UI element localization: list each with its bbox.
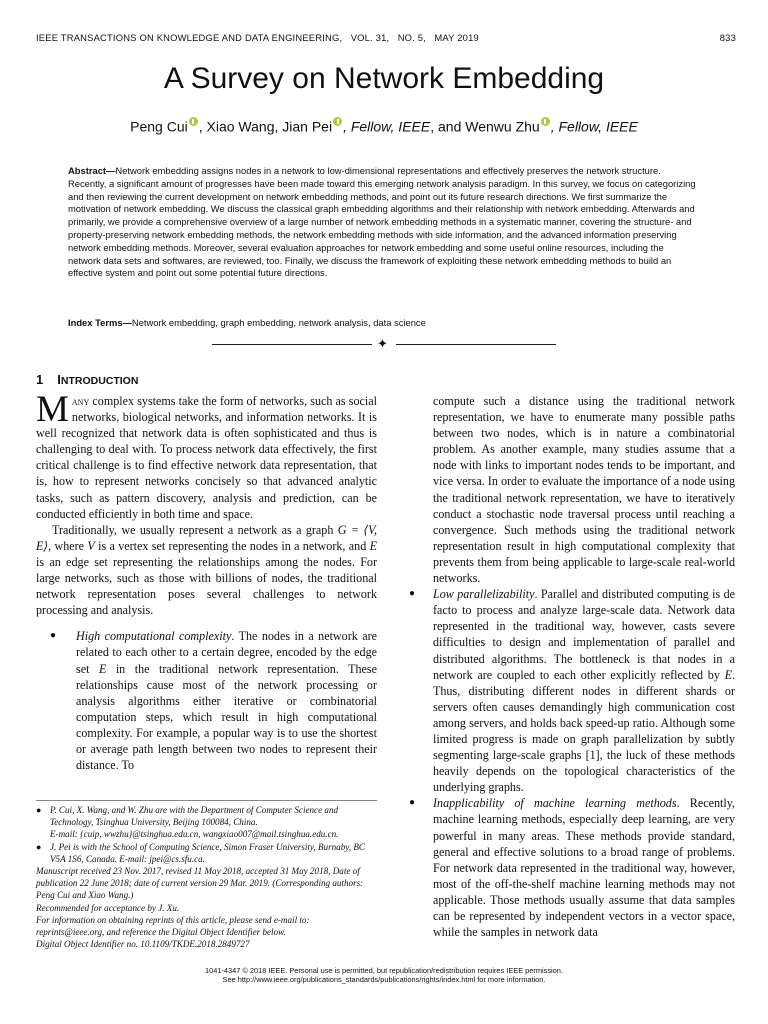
bullet-title: Low parallelizability	[433, 587, 535, 602]
section-number: 1	[36, 372, 44, 387]
list-item	[409, 586, 735, 795]
math-edge-set: E	[724, 667, 732, 682]
math-edge-set: E	[369, 538, 377, 553]
footnote-affiliation-1	[36, 804, 377, 828]
bullet-icon: ●	[36, 805, 42, 815]
footnote-reprints: For information on obtaining reprints of this article, please send e-mail to: reprints@ieee.org, and reference the Digital Object Identifier below.	[36, 914, 310, 938]
bullet-icon: ●	[409, 588, 416, 600]
text-run: is an edge set representing the relationships among the nodes. For large networks, such as those with billions of nodes, the traditional network representation poses several challenges to network processing and analysis.	[36, 554, 377, 618]
intro-paragraph-1-text: complex systems take the form of networks, such as social networks, biological networks, and information networks. It is well recognized that network data is often sophisticated and thus is challenging to deal with. To process network data effectively, the first critical challenge is to find effective network data representation, that is, how to represent networks concisely so that advanced analytic tasks, such as pattern discovery, analysis and prediction, can be conducted efficiently in both time and space.	[36, 394, 377, 521]
text-run: is a vertex set representing the nodes in a network, and	[94, 538, 370, 553]
bullet-title: High computational complexity	[76, 629, 232, 644]
drop-cap: M	[36, 389, 69, 430]
index-terms	[68, 317, 698, 328]
footnote-manuscript-dates: Manuscript received 23 Nov. 2017, revised 11 May 2018, accepted 31 May 2018, Date of publication 22 June 2018; date of current version 29 Mar. 2019. (Corresponding authors: Peng Cui and Xiao Wang.)	[36, 866, 364, 901]
challenge-list-continued	[409, 586, 735, 940]
separator-line-right	[396, 344, 556, 345]
text-run: . The nodes in a network are related to each other to a certain degree, encoded by the edge set	[76, 629, 377, 676]
list-item	[409, 795, 735, 940]
orcid-icon[interactable]	[541, 117, 550, 126]
footnote-rule	[36, 800, 377, 801]
separator-ornament: ✦	[377, 336, 388, 351]
abstract-label: Abstract—	[68, 165, 116, 176]
text-run: . Parallel and distributed computing is de facto to process and analyze large-scale data. Network data represented in the traditional way, however, casts severe difficulties to design and implementation of parallel and distributed algorithms. The bottleneck is that nodes in a network are coupled to each other explicitly reflected by	[433, 587, 735, 682]
footnote-doi: Digital Object Identifier no. 10.1109/TKDE.2018.2849727	[36, 939, 250, 950]
author-peng-cui: Peng Cui	[130, 118, 188, 135]
running-header	[36, 32, 736, 46]
text-run: . Recently, machine learning methods, especially deep learning, are very powerful in many areas. These methods provide standard, general and effective solutions to a broad range of problems. For network data represented in the traditional way, however, most of the off-the-shelf machine learning methods may not applicable. Those methods usually assume that data samples can be represented by independent vectors in a vector space, while the samples in network data	[433, 796, 735, 940]
challenge-list	[50, 628, 377, 773]
text-run: in the traditional network representation. These relationships cause most of the network processing or analysis algorithms either iterative or combinatorial computation steps, which result in high computational complexity. For example, a popular way is to use the shortest or average path length between two nodes to represent their distance. To	[76, 661, 377, 773]
page-number: 833	[719, 32, 736, 43]
index-terms-text: Network embedding, graph embedding, network analysis, data science	[131, 317, 426, 328]
author-names-middle: , Xiao Wang, Jian Pei	[198, 118, 333, 135]
text-run: . Thus, distributing different nodes in different shards or servers often causes demandingly high communication cost among servers, and holds back speed-up ratio. Although some limited progress is made on graph parallelization by subtly segmenting large-scale graphs [1], the luck of these methods heavily depends on the topological characteristics of the underlying graphs.	[433, 667, 735, 795]
footnote-affiliation-2	[36, 841, 377, 865]
orcid-icon[interactable]	[189, 117, 198, 126]
copyright-line: 1041-4347 © 2018 IEEE. Personal use is permitted, but republication/redistribution requires IEEE permission.	[205, 966, 563, 975]
journal-info: IEEE TRANSACTIONS ON KNOWLEDGE AND DATA ENGINEERING, VOL. 31, NO. 5, MAY 2019	[36, 32, 479, 43]
drop-cap-continuation: any	[71, 394, 90, 408]
index-terms-label: Index Terms—	[68, 317, 132, 328]
footnote-text: J. Pei is with the School of Computing Science, Simon Fraser University, Burnaby, BC V5A 1S6, Canada. E-mail: jpei@cs.sfu.ca.	[50, 841, 365, 864]
text-run: Traditionally, we usually represent a network as a graph	[52, 522, 338, 537]
orcid-icon[interactable]	[333, 117, 342, 126]
footnote-text: P. Cui, X. Wang, and W. Zhu are with the Department of Computer Science and Technology, Tsinghua University, Beijing 100084, China.	[50, 805, 339, 828]
abstract	[68, 165, 698, 280]
math-vertex-set: V	[87, 538, 95, 553]
paper-title: A Survey on Network Embedding	[163, 62, 605, 95]
author-names-end: , and Wenwu Zhu	[430, 118, 540, 135]
right-column	[409, 393, 735, 940]
rights-link-line[interactable]: See http://www.ieee.org/publications_standards/publications/rights/index.html for more information.	[222, 975, 546, 985]
separator-line-left	[212, 344, 372, 345]
section-title-rest: NTRODUCTION	[60, 375, 139, 387]
footnote-email-1: E-mail: {cuip, wwzhu}@tsinghua.edu.cn, wangxiao007@mail.tsinghua.edu.cn.	[50, 829, 339, 840]
intro-paragraph-2	[36, 522, 377, 619]
author-line	[0, 117, 768, 135]
section-heading	[36, 372, 138, 387]
fellow-title: , Fellow, IEEE	[550, 118, 638, 135]
abstract-text: Network embedding assigns nodes in a network to low-dimensional representations and effectively preserves the network structure. Recently, a significant amount of progresses have been made toward this emerging network analysis paradigm. In this survey, we focus on categorizing and then reviewing the current development on network embedding methods, and point out its future research directions. We first summarize the motivation of network embedding. We discuss the classical graph embedding algorithms and their relationship with network embedding. Afterwards and primarily, we provide a comprehensive overview of a large number of network embedding methods in a systematic manner, covering the structure- and property-preserving network embedding methods, the network embedding methods with side information, and the advanced information preserving network embedding methods. Moreover, several evaluation approaches for network embedding and some useful online resources, including the network data sets and softwares, are reviewed, too. Finally, we discuss the framework of exploiting these network embedding methods to build an effective system and point out some potential future directions.	[68, 165, 696, 279]
footnotes	[36, 804, 377, 950]
footnote-recommended: Recommended for acceptance by J. Xu.	[36, 902, 180, 913]
math-edge-set: E	[98, 661, 107, 676]
fellow-title: , Fellow, IEEE	[343, 118, 431, 135]
section-title-initial: I	[57, 372, 61, 387]
bullet-title: Inapplicability of machine learning methods	[433, 796, 677, 811]
bullet-continuation: compute such a distance using the traditional network representation, we have to enumerate many possible paths between two nodes, which is in nature a combinatorial problem. As another example, many studies assume that a node with links to important nodes tends to be important, and vice versa. In order to evaluate the importance of a node using the traditional network representation, we have to iteratively conduct a stochastic node traversal process until reaching a convergence. Such methods using the traditional network representation result in high computational complexity that prevents them from being applicable to large-scale real-world networks.	[433, 394, 735, 586]
math-graph: G = ⟨V, E⟩	[36, 522, 378, 553]
list-item	[50, 628, 377, 773]
bullet-icon: ●	[50, 630, 57, 642]
left-column	[36, 389, 378, 773]
bullet-icon: ●	[409, 797, 416, 809]
copyright-notice	[0, 966, 768, 985]
intro-paragraph-1	[36, 389, 377, 522]
text-run: , where	[48, 538, 88, 553]
bullet-icon: ●	[36, 841, 42, 852]
